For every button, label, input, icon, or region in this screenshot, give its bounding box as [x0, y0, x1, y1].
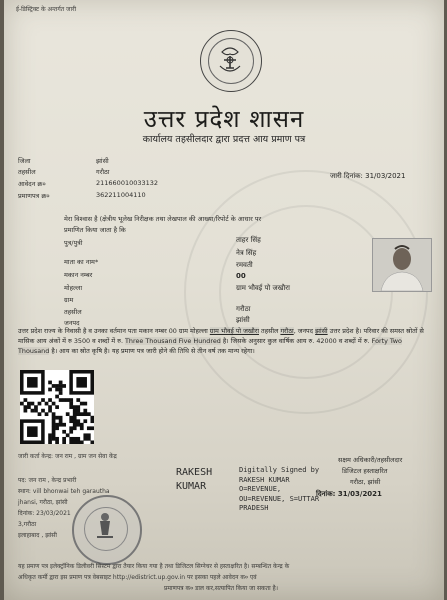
applicant-photo: [372, 238, 432, 292]
house-value: 00: [236, 272, 246, 280]
verification-qr-code: [20, 370, 94, 444]
person-name-label: पुत्र/पुत्री: [64, 239, 83, 247]
digital-signature-text: Digitally Signed by RAKESH KUMAR O=REVENUE, OU=REVENUE, S=UTTAR PRADESH: [239, 466, 320, 512]
tehsil-inline: गरौठा: [280, 327, 294, 335]
mother-value: रमवती: [236, 261, 253, 269]
officer-title: सक्षम अधिकारी/तहसीलदार: [338, 456, 403, 464]
top-note: ई-डिस्ट्रिक्ट के अन्तर्गत जारी: [16, 6, 77, 13]
district-inline: झांसी: [315, 327, 328, 335]
person-district-value: झांसी: [236, 316, 250, 324]
emblem-graphic: [200, 30, 260, 90]
tehsil-label: तहसील: [18, 168, 36, 176]
official-seal-stamp: [72, 495, 142, 565]
intro-line-2: प्रमाणित किया जाता है कि: [64, 226, 126, 234]
father-value: नेत्र सिंह: [236, 249, 257, 257]
qr-code-icon: [20, 370, 94, 444]
seal-emblem-icon: [72, 495, 138, 561]
issue-date-value: 31/03/2021: [365, 172, 406, 180]
district-label: जिला: [18, 157, 31, 165]
digitally-signed-label: डिजिटल हस्ताक्षरित: [342, 467, 388, 475]
officer-location: गरौठा, झांसी: [350, 478, 381, 486]
footer-line-3: प्रमाणपत्र क० डाल कर,सत्यापित किया जा सकता है।: [164, 585, 279, 592]
income-paragraph: उत्तर प्रदेश राज्य के निवासी है व उनका वर्तमान पता मकान नम्बर 00 ग्राम मोहल्ला ग्राम भौवई पो जखौरा तहसील गरौठा, जनपद झांसी उत्तर प्रदेश है। परिवार की समस्त स्रोतों से मासिक आय अंकों में रु 3500 व शब्दों में रु. Three Thousand Five Hundred है। जिसके अनुसार कुल वार्षिक आय रु. 42000 व शब्दों में रु. Forty Two Thousand है। आय का स्रोत कृषि है। यह प्रमाण पत्र जारी होने की तिथि से तीन वर्ष तक मान्य रहेगा।: [18, 327, 424, 356]
address-inline: ग्राम भौवई पो जखौरा: [209, 327, 259, 335]
mohalla-label: मोहल्ला: [64, 284, 83, 292]
issue-date-label: जारी दिनांक:: [330, 172, 363, 180]
sub-line: इलाहाबाद , झांसी: [18, 532, 57, 539]
left-date-line: दिनांक: 23/03/2021: [18, 510, 71, 517]
intro-line-1: मेरा विश्वास है (क्षेत्रीय भूलेख निरीक्षक तथा लेखपाल की आख्या/रिपोर्ट के आधार पर: [64, 215, 262, 223]
mohalla-value: ग्राम भौवई पो जखौरा: [236, 284, 290, 292]
certificate-value: 362211004110: [96, 191, 146, 199]
district-value: झांसी: [96, 157, 109, 165]
issue-date: [330, 172, 405, 181]
village-label: ग्राम: [64, 296, 74, 304]
certificate-sheet: [4, 0, 444, 600]
up-government-emblem: [200, 30, 262, 92]
tehsil-value: गरौठा: [96, 168, 110, 176]
person-name-value: ताहर सिंह: [236, 236, 261, 244]
address-line: jhansi, गरौठा, झांसी: [18, 499, 68, 506]
center-incharge: पद: जन राम , केन्द्र प्रभारी: [18, 477, 77, 484]
mother-label: माता का नाम*: [64, 258, 99, 266]
footer-line-2: अधिकृत कर्मी द्वारा इस प्रमाण पत्र वेबसाइट http://edistrict.up.gov.in पर इसका पहले आवेदन क० एवं: [18, 574, 257, 581]
digital-signature-name: RAKESH KUMAR: [176, 467, 213, 492]
page-subtitle: कार्यालय तहसीलदार द्वारा प्रदत्त आय प्रमाण पत्र: [142, 134, 306, 145]
page-title: उत्तर प्रदेश शासन: [143, 105, 305, 133]
application-value: 211660010033132: [96, 179, 159, 187]
person-district-label: जनपद: [64, 319, 80, 327]
issuer-center: जारी कर्ता केन्द्र: जन राम , ग्राम जन सेवा केंद्र: [18, 453, 117, 460]
monthly-income-words: Three Thousand Five Hundred: [125, 337, 221, 346]
office-line: 3,गरौठा: [18, 521, 37, 528]
station-line: स्थान: vill bhonwai teh garautha: [18, 488, 110, 495]
house-label: मकान नम्बर: [64, 271, 93, 279]
person-tehsil-label: तहसील: [64, 308, 82, 316]
annual-income-words: Forty Two Thousand: [18, 337, 402, 356]
person-photo-icon: [373, 239, 431, 291]
officer-date: दिनांक: 31/03/2021: [316, 490, 382, 498]
footer-line-1: यह प्रमाण पत्र इलेक्ट्रॉनिक डिलीवरी सिस्टम द्वारा तैयार किया गया है तथा डिजिटल सिग्नेचर से हस्ताक्षरित है। सम्बन्धित केन्द्र के: [18, 563, 290, 570]
certificate-label: प्रमाणपत्र क्र०: [18, 192, 50, 200]
application-label: आवेदन क्र०: [18, 180, 46, 188]
person-tehsil-value: गरौठा: [236, 305, 251, 313]
